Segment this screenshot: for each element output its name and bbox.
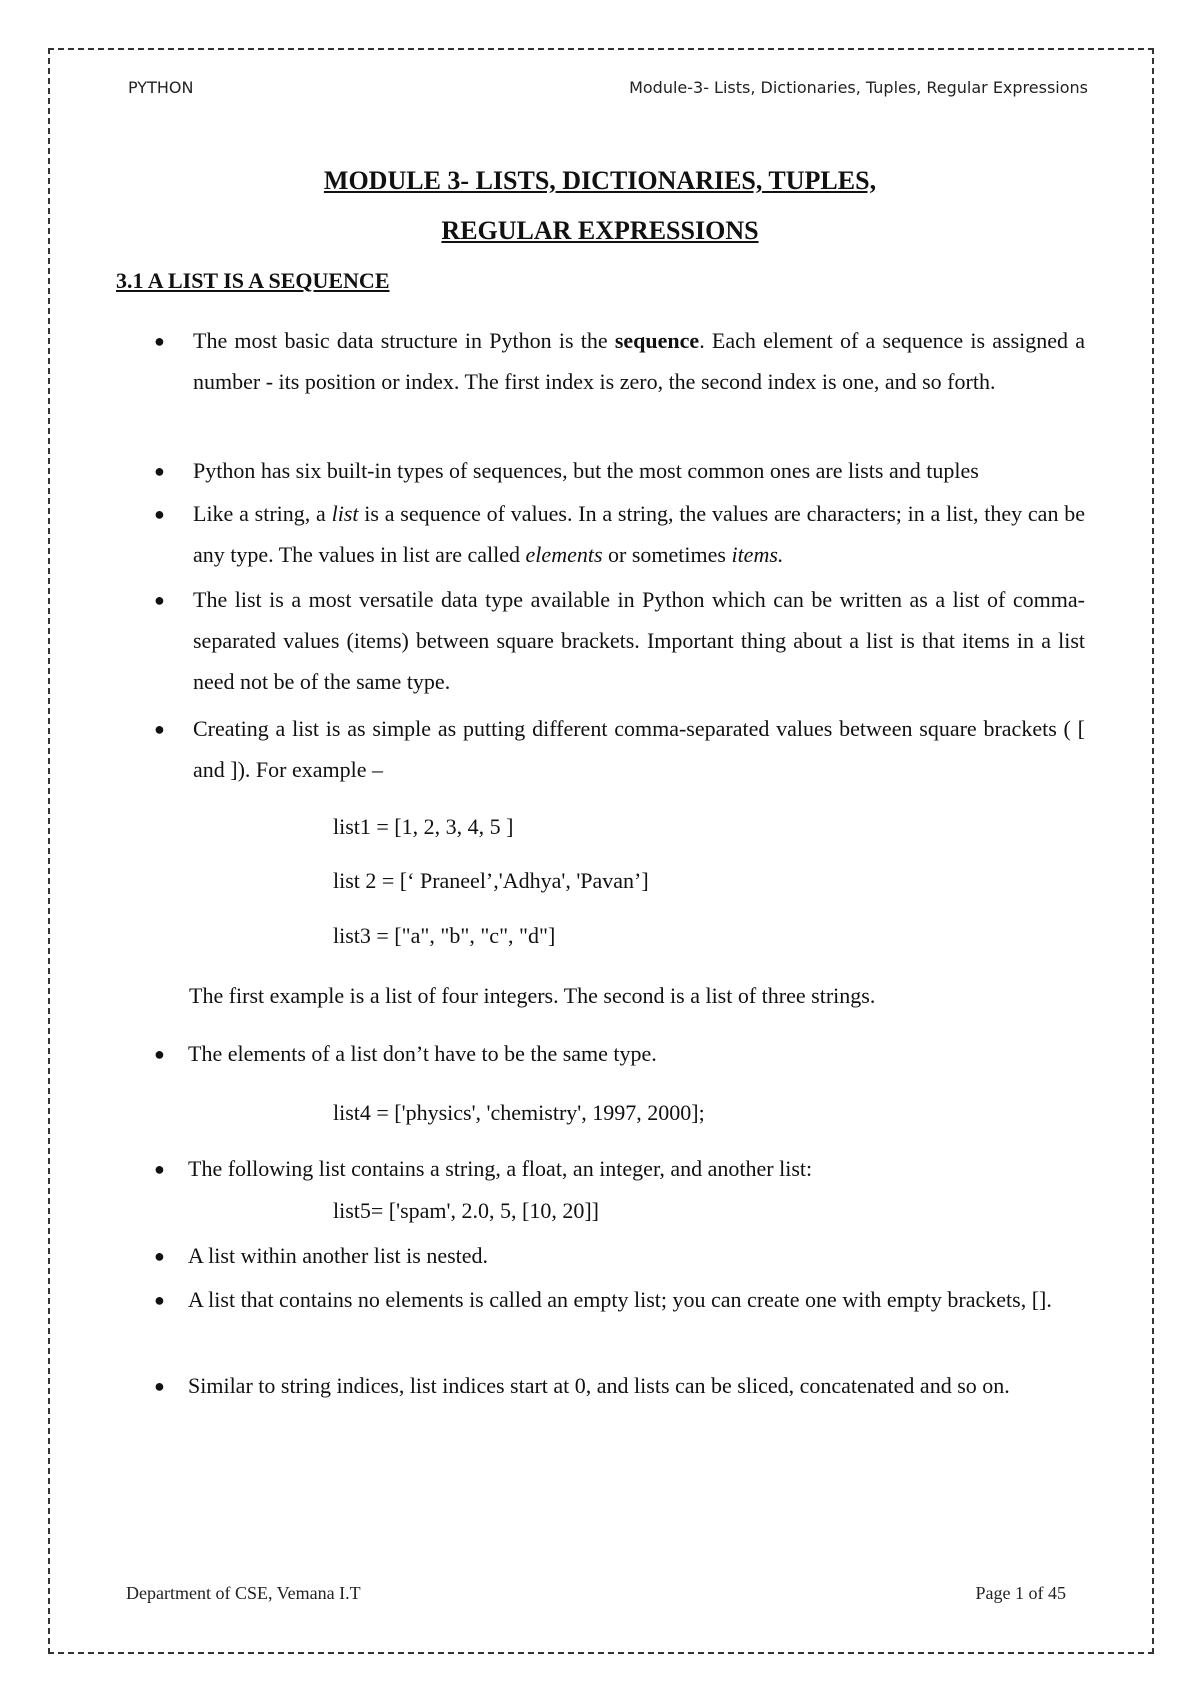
- bullet-icon: ●: [154, 504, 165, 524]
- code-list5: list5= ['spam', 2.0, 5, [10, 20]]: [333, 1198, 599, 1223]
- section-heading: 3.1 A LIST IS A SEQUENCE: [116, 268, 390, 293]
- bullet-8-text: A list within another list is nested.: [188, 1243, 489, 1268]
- bullet-icon: ●: [154, 461, 165, 481]
- bullet-3-text: [193, 493, 1085, 575]
- bullet-icon: ●: [154, 1044, 165, 1064]
- bullet-icon: ●: [154, 719, 165, 739]
- bullet-3-p3: or sometimes: [602, 542, 732, 567]
- bullet-icon: ●: [154, 1376, 165, 1396]
- bullet-5-text: Creating a list is as simple as putting different comma-separated values between square brackets ( [ and ]). For example –: [193, 716, 1085, 782]
- header-left-label: PYTHON: [128, 78, 194, 97]
- bullet-6-text: The elements of a list don’t have to be the same type.: [188, 1041, 657, 1066]
- bullet-icon: ●: [154, 331, 165, 351]
- bullet-1-keyword: sequence: [614, 328, 700, 353]
- bullet-3-i3: items.: [731, 542, 784, 567]
- bullet-icon: ●: [154, 1246, 165, 1266]
- footer-department: Department of CSE, Vemana I.T: [126, 1583, 361, 1603]
- bullet-3-p1: Like a string, a: [193, 501, 332, 526]
- bullet-1-post: . Each element of a sequence is assigned a number - its position or index. The first index is zero, the second index is one, and so forth.: [193, 328, 1086, 394]
- code-list4: list4 = ['physics', 'chemistry', 1997, 2000];: [333, 1100, 705, 1125]
- bullet-icon: ●: [154, 1290, 165, 1310]
- code-list2: list 2 = [‘ Praneel’,'Adhya', 'Pavan’]: [333, 868, 649, 893]
- bullet-9-text: A list that contains no elements is called an empty list; you can create one with empty brackets, [].: [188, 1287, 1052, 1312]
- bullet-2-text: Python has six built-in types of sequences, but the most common ones are lists and tuples: [193, 458, 979, 483]
- bullet-3-i2: elements: [525, 542, 603, 567]
- code-list3: list3 = ["a", "b", "c", "d"]: [333, 923, 556, 948]
- module-title-line1: MODULE 3- LISTS, DICTIONARIES, TUPLES,: [323, 166, 877, 195]
- footer-page-number: Page 1 of 45: [975, 1583, 1066, 1603]
- bullet-10-text: Similar to string indices, list indices start at 0, and lists can be sliced, concatenated and so on.: [188, 1373, 1010, 1398]
- bullet-3-i1: list: [331, 501, 359, 526]
- bullet-7-text: The following list contains a string, a float, an integer, and another list:: [188, 1156, 813, 1181]
- bullet-icon: ●: [154, 590, 165, 610]
- module-title-line2: REGULAR EXPRESSIONS: [441, 216, 759, 245]
- examples-note: The first example is a list of four integers. The second is a list of three strings.: [189, 983, 876, 1008]
- bullet-3-p2: is a sequence of values. In a string, the values are characters; in a list, they can be any type. The values in list are called: [193, 501, 1085, 567]
- bullet-1-text: [193, 320, 1085, 402]
- code-list1: list1 = [1, 2, 3, 4, 5 ]: [333, 814, 514, 839]
- bullet-4-text: The list is a most versatile data type available in Python which can be written as a list of comma-separated values (items) between square brackets. Important thing about a list is that items in a list need not be of the same type.: [193, 587, 1085, 694]
- header-right-label: Module-3- Lists, Dictionaries, Tuples, Regular Expressions: [629, 78, 1088, 97]
- bullet-icon: ●: [154, 1159, 165, 1179]
- bullet-1-pre: The most basic data structure in Python is the: [193, 328, 615, 353]
